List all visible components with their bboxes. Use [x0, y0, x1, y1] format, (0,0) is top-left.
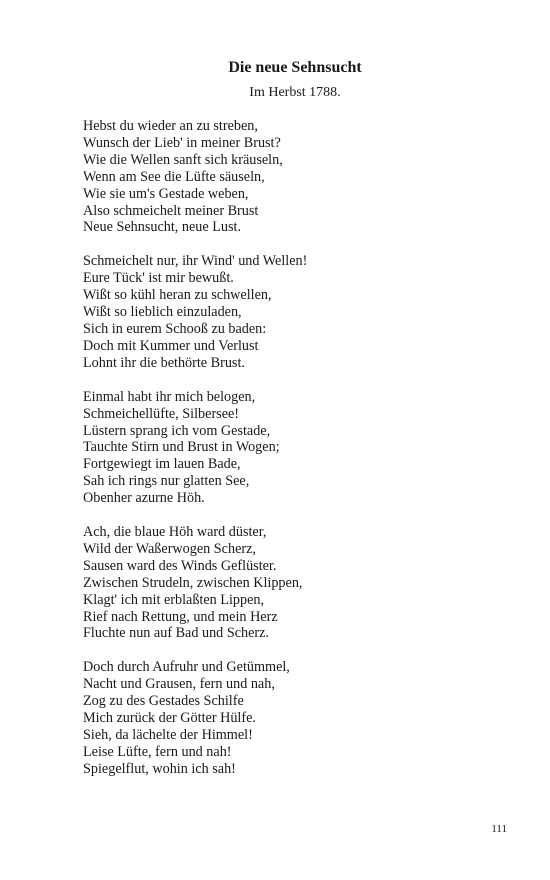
poem-line: Wunsch der Lieb' in meiner Brust? [83, 134, 281, 151]
poem-line: Wißt so kühl heran zu schwellen, [83, 287, 272, 304]
poem-line: Leise Lüfte, fern und nah! [83, 743, 232, 760]
stanza-3 [83, 389, 503, 507]
poem-line: Tauchte Stirn und Brust in Wogen; [83, 439, 280, 456]
poem-line: Eure Tück' ist mir bewußt. [83, 270, 234, 287]
stanza-2 [83, 253, 503, 371]
poem-line: Obenher azurne Höh. [83, 490, 205, 507]
poem-line: Neue Sehnsucht, neue Lust. [83, 219, 241, 236]
poem-line: Zwischen Strudeln, zwischen Klippen, [83, 574, 303, 591]
poem-line: Ach, die blaue Höh ward düster, [83, 524, 267, 541]
poem-line: Wild der Waßerwogen Scherz, [83, 540, 256, 557]
poem-line: Wie sie um's Gestade weben, [83, 185, 249, 202]
poem-line: Schmeichelt nur, ihr Wind' und Wellen! [83, 253, 308, 270]
stanza-4 [83, 524, 503, 642]
poem-line: Rief nach Rettung, und mein Herz [83, 608, 278, 625]
poem-line: Sah ich rings nur glatten See, [83, 473, 250, 490]
poem-line: Wie die Wellen sanft sich kräuseln, [83, 151, 283, 168]
poem-line: Spiegelflut, wohin ich sah! [83, 760, 236, 777]
poem-line: Lüstern sprang ich vom Gestade, [83, 422, 271, 439]
poem-line: Klagt' ich mit erblaßten Lippen, [83, 591, 265, 608]
poem-title: Die neue Sehnsucht [228, 59, 362, 76]
poem-line: Doch mit Kummer und Verlust [83, 337, 259, 354]
poem-line: Hebst du wieder an zu streben, [83, 118, 258, 134]
poem-line: Mich zurück der Götter Hülfe. [83, 710, 256, 727]
poem-line: Fluchte nun auf Bad und Scherz. [83, 625, 269, 642]
poem-line: Sausen ward des Winds Geflüster. [83, 557, 277, 574]
poem-line: Sich in eurem Schooß zu baden: [83, 320, 267, 337]
poem-body [83, 118, 503, 795]
poem-subtitle: Im Herbst 1788. [249, 85, 341, 100]
poem-line: Also schmeichelt meiner Brust [83, 202, 259, 219]
poem-line: Wißt so lieblich einzuladen, [83, 304, 242, 321]
stanza-5 [83, 659, 503, 777]
page-number: 111 [491, 823, 507, 835]
poem-line: Wenn am See die Lüfte säuseln, [83, 168, 265, 185]
poem-line: Sieh, da lächelte der Himmel! [83, 727, 253, 743]
poem-line: Doch durch Aufruhr und Getümmel, [83, 659, 290, 676]
stanza-1 [83, 118, 503, 236]
poem-line: Einmal habt ihr mich belogen, [83, 388, 256, 405]
poem-line: Nacht und Grausen, fern und nah, [83, 676, 275, 693]
poem-line: Fortgewiegt im lauen Bade, [83, 456, 241, 473]
poem-line: Lohnt ihr die bethörte Brust. [83, 354, 245, 371]
poem-line: Zog zu des Gestades Schilfe [83, 693, 244, 710]
poem-line: Schmeichellüfte, Silbersee! [83, 405, 240, 422]
